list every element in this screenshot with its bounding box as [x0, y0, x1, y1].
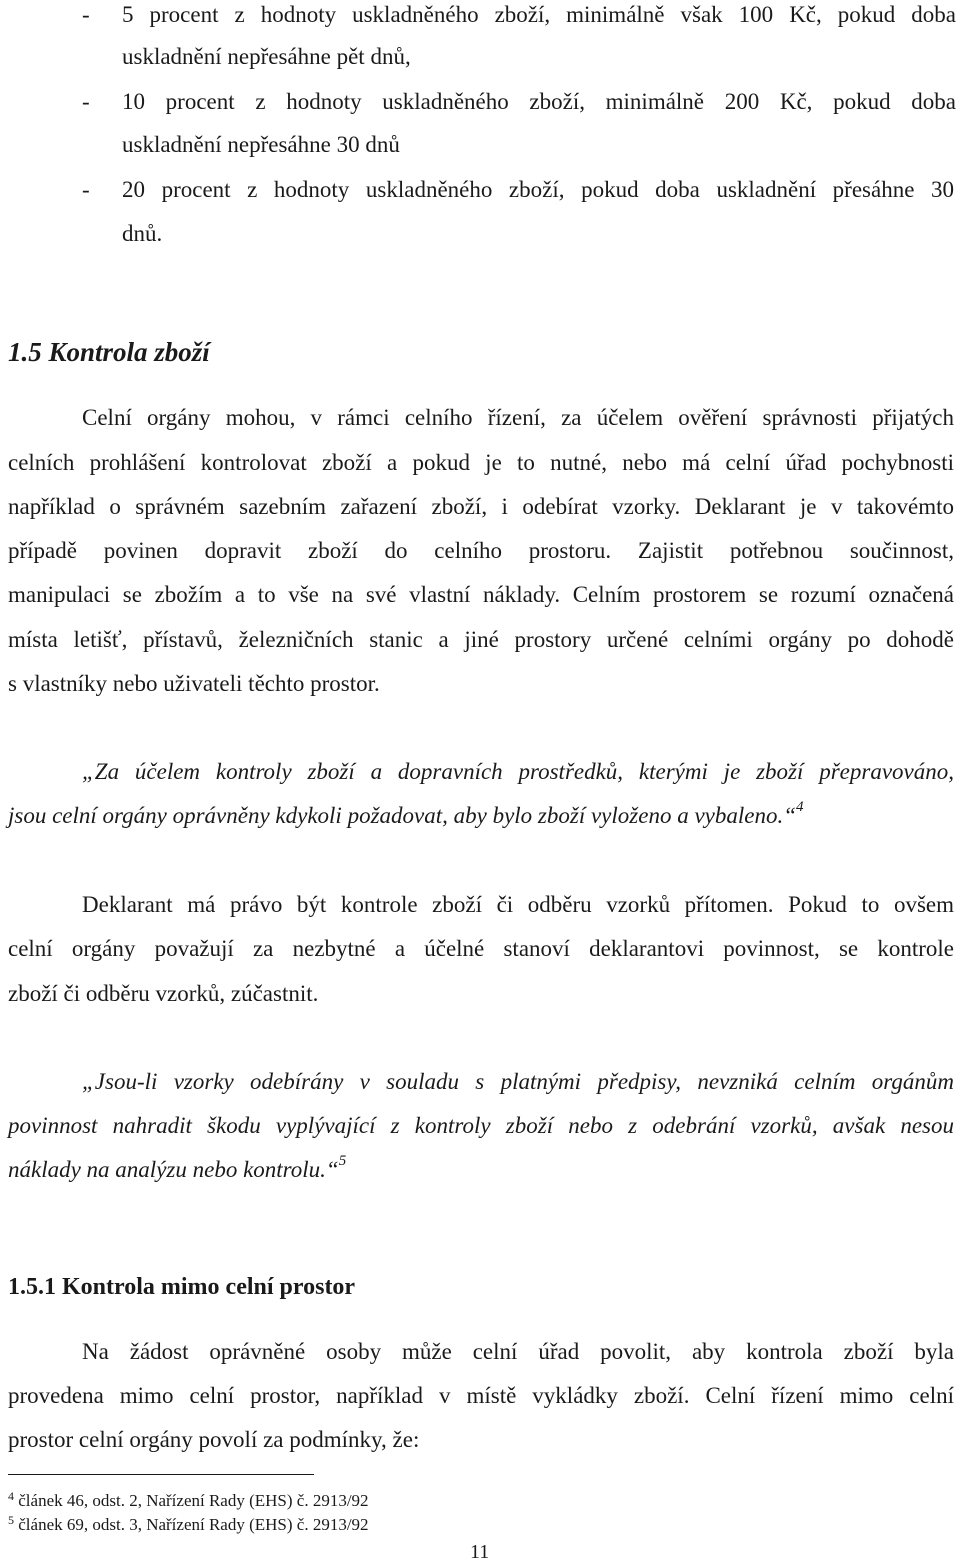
paragraph-line: Na žádost oprávněné osoby může celní úřad povolit, aby kontrola zboží byla: [82, 1339, 954, 1364]
list-item-line: dnů.: [122, 221, 163, 246]
list-item-line: 20 procent z hodnoty uskladněného zboží, pokud doba uskladnění přesáhne 30: [122, 177, 954, 202]
footnote: [8, 1489, 369, 1510]
paragraph-line: manipulaci se zbožím a to vše na své vlastní náklady. Celním prostorem se rozumí označená: [8, 582, 954, 607]
paragraph-line: zboží či odběru vzorků, zúčastnit.: [8, 981, 319, 1006]
list-item-line: uskladnění nepřesáhne pět dnů,: [122, 44, 411, 69]
paragraph-line: celních prohlášení kontrolovat zboží a pokud je to nutné, nebo má celní úřad pochybnosti: [8, 450, 954, 475]
list-dash: -: [82, 89, 90, 114]
paragraph-line: celní orgány považují za nezbytné a účelné stanoví deklarantovi povinnost, se kontrole: [8, 936, 954, 961]
footnote-text: článek 69, odst. 3, Nařízení Rady (EHS) č. 2913/92: [18, 1515, 369, 1534]
quote-line: povinnost nahradit škodu vyplývající z kontroly zboží nebo z odebrání vzorků, avšak nesou: [8, 1113, 954, 1138]
paragraph-line: případě povinen dopravit zboží do celního prostoru. Zajistit potřebnou součinnost,: [8, 538, 954, 563]
footnote-ref: 5: [338, 1153, 347, 1169]
paragraph-line: provedena mimo celní prostor, například v místě vykládky zboží. Celní řízení mimo celní: [8, 1383, 954, 1408]
list-dash: -: [82, 177, 90, 202]
list-item-line: uskladnění nepřesáhne 30 dnů: [122, 132, 400, 157]
footnote: [8, 1513, 369, 1534]
quote-line: „Jsou-li vzorky odebírány v souladu s platnými předpisy, nevzniká celním orgánům: [82, 1069, 954, 1094]
paragraph-line: například o správném sazebním zařazení zboží, i odebírat vzorky. Deklarant je v takovémto: [8, 494, 954, 519]
quote-text: jsou celní orgány oprávněny kdykoli požadovat, aby bylo zboží vyloženo a vybaleno.“: [8, 803, 796, 828]
quote-line: „Za účelem kontroly zboží a dopravních prostředků, kterými je zboží přepravováno,: [82, 759, 954, 784]
footnote-separator: [8, 1474, 314, 1475]
paragraph-line: místa letišť, přístavů, železničních stanic a jiné prostory určené celními orgány po dohodě: [8, 627, 954, 652]
footnote-number: 4: [8, 1489, 14, 1503]
subsection-heading: 1.5.1 Kontrola mimo celní prostor: [8, 1274, 356, 1300]
list-item-line: 5 procent z hodnoty uskladněného zboží, minimálně však 100 Kč, pokud doba: [122, 2, 956, 27]
quote-text: náklady na analýzu nebo kontrolu.“: [8, 1157, 339, 1182]
section-heading: 1.5 Kontrola zboží: [8, 337, 210, 367]
paragraph-line: Deklarant má právo být kontrole zboží či odběru vzorků přítomen. Pokud to ovšem: [82, 892, 954, 917]
list-item-line: 10 procent z hodnoty uskladněného zboží, minimálně 200 Kč, pokud doba: [122, 89, 956, 114]
quote-line: [8, 799, 804, 828]
list-dash: -: [82, 2, 90, 27]
paragraph-line: Celní orgány mohou, v rámci celního řízení, za účelem ověření správnosti přijatých: [82, 405, 954, 430]
paragraph-line: s vlastníky nebo uživateli těchto prostor.: [8, 671, 380, 696]
footnote-text: článek 46, odst. 2, Nařízení Rady (EHS) č. 2913/92: [18, 1491, 369, 1510]
footnote-ref: 4: [796, 799, 804, 815]
footnote-number: 5: [8, 1513, 14, 1527]
quote-line: [8, 1153, 347, 1182]
paragraph-line: prostor celní orgány povolí za podmínky, že:: [8, 1427, 420, 1452]
page-number: 11: [470, 1541, 490, 1563]
